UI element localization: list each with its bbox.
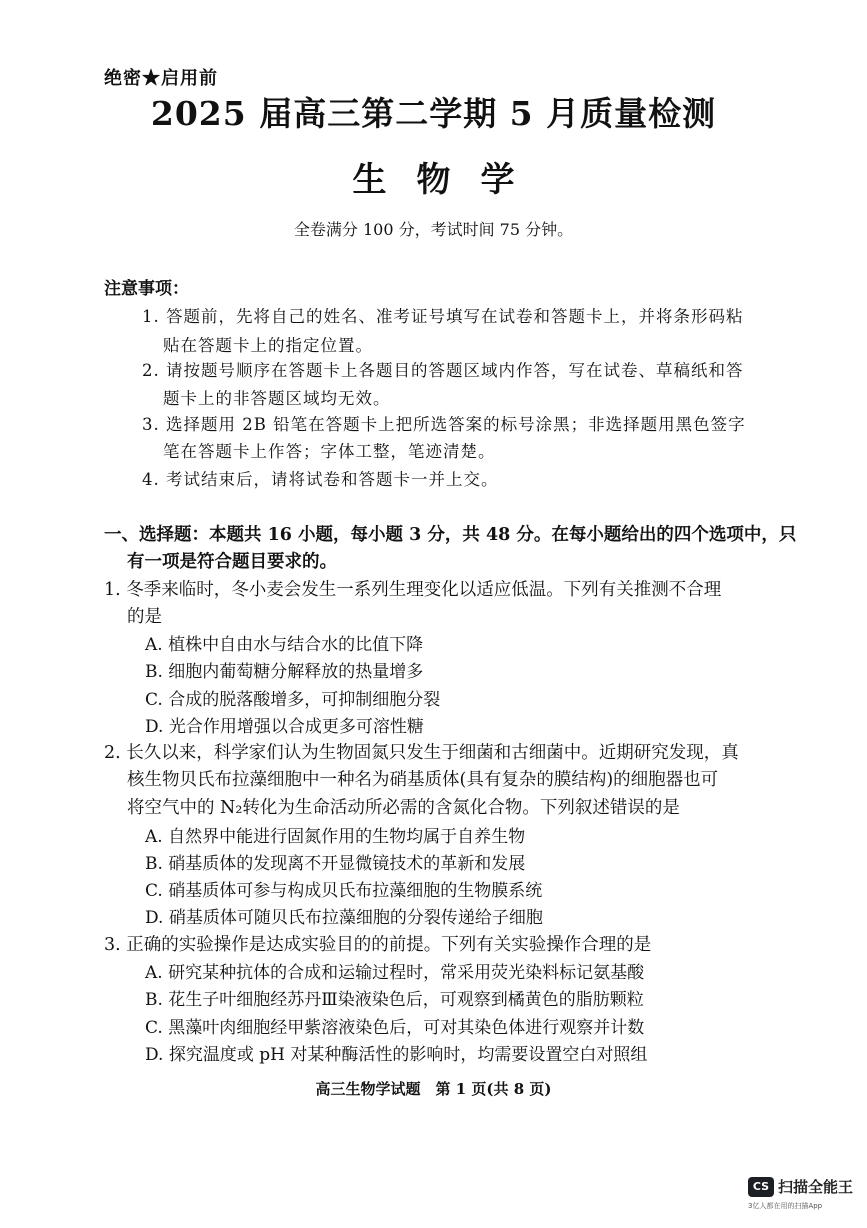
question-3-stem: 3. 正确的实验操作是达成实验目的的前提。下列有关实验操作合理的是 bbox=[104, 935, 652, 955]
question-1-stem: 1. 冬季来临时，冬小麦会发生一系列生理变化以适应低温。下列有关推测不合理 bbox=[104, 580, 722, 600]
question-2-option-a: A. 自然界中能进行固氮作用的生物均属于自养生物 bbox=[145, 827, 526, 847]
question-1-option-d: D. 光合作用增强以合成更多可溶性糖 bbox=[145, 717, 424, 737]
question-3-option-b: B. 花生子叶细胞经苏丹Ⅲ染液染色后，可观察到橘黄色的脂肪颗粒 bbox=[145, 990, 644, 1010]
question-2-option-b: B. 硝基质体的发现离不开显微镜技术的革新和发展 bbox=[145, 854, 526, 874]
notice-line: 笔在答题卡上作答；字体工整，笔迹清楚。 bbox=[163, 442, 496, 461]
notice-line: 题卡上的非答题区域均无效。 bbox=[163, 389, 391, 408]
question-2-option-c: C. 硝基质体可参与构成贝氏布拉藻细胞的生物膜系统 bbox=[145, 881, 543, 901]
secret-label: 绝密★启用前 bbox=[104, 68, 218, 89]
question-1-option-c: C. 合成的脱落酸增多，可抑制细胞分裂 bbox=[145, 690, 441, 710]
watermark-app-name: 扫描全能王 bbox=[778, 1178, 854, 1196]
subject-title: 生物学 bbox=[352, 160, 545, 200]
notice-line: 2. 请按题号顺序在答题卡上各题目的答题区域内作答，写在试卷、草稿纸和答 bbox=[142, 361, 744, 380]
notice-line: 1. 答题前，先将自己的姓名、准考证号填写在试卷和答题卡上，并将条形码粘 bbox=[142, 307, 744, 326]
notice-title: 注意事项： bbox=[104, 279, 189, 299]
question-1-stem: 的是 bbox=[127, 607, 162, 627]
score-time-note: 全卷满分 100 分，考试时间 75 分钟。 bbox=[293, 220, 574, 239]
scanner-watermark bbox=[748, 1176, 860, 1211]
question-1-option-a: A. 植株中自由水与结合水的比值下降 bbox=[145, 635, 424, 655]
camscanner-logo-icon: CS bbox=[748, 1177, 774, 1197]
question-2-stem: 将空气中的 N₂转化为生命活动所必需的含氮化合物。下列叙述错误的是 bbox=[127, 798, 680, 818]
section-heading-cont: 有一项是符合题目要求的。 bbox=[127, 552, 337, 572]
notice-line: 4. 考试结束后，请将试卷和答题卡一并上交。 bbox=[142, 470, 499, 489]
notice-line: 3. 选择题用 2B 铅笔在答题卡上把所选答案的标号涂黑；非选择题用黑色签字 bbox=[142, 415, 746, 434]
section-heading: 一、选择题：本题共 16 小题，每小题 3 分，共 48 分。在每小题给出的四个选项中，只 bbox=[104, 525, 797, 545]
question-2-option-d: D. 硝基质体可随贝氏布拉藻细胞的分裂传递给子细胞 bbox=[145, 908, 543, 928]
question-1-option-b: B. 细胞内葡萄糖分解释放的热量增多 bbox=[145, 662, 424, 682]
question-2-stem: 核生物贝氏布拉藻细胞中一种名为硝基质体(具有复杂的膜结构)的细胞器也可 bbox=[127, 770, 719, 790]
watermark-tagline: 3亿人都在用的扫描App bbox=[748, 1202, 823, 1210]
question-3-option-d: D. 探究温度或 pH 对某种酶活性的影响时，均需要设置空白对照组 bbox=[145, 1045, 648, 1065]
question-3-option-c: C. 黑藻叶肉细胞经甲紫溶液染色后，可对其染色体进行观察并计数 bbox=[145, 1018, 645, 1038]
exam-title: 2025 届高三第二学期 5 月质量检测 bbox=[150, 94, 717, 133]
page-footer: 高三生物学试题 第 1 页(共 8 页) bbox=[315, 1080, 552, 1098]
question-2-stem: 2. 长久以来，科学家们认为生物固氮只发生于细菌和古细菌中。近期研究发现，真 bbox=[104, 743, 739, 763]
notice-line: 贴在答题卡上的指定位置。 bbox=[163, 336, 373, 355]
question-3-option-a: A. 研究某种抗体的合成和运输过程时，常采用荧光染料标记氨基酸 bbox=[145, 963, 645, 983]
